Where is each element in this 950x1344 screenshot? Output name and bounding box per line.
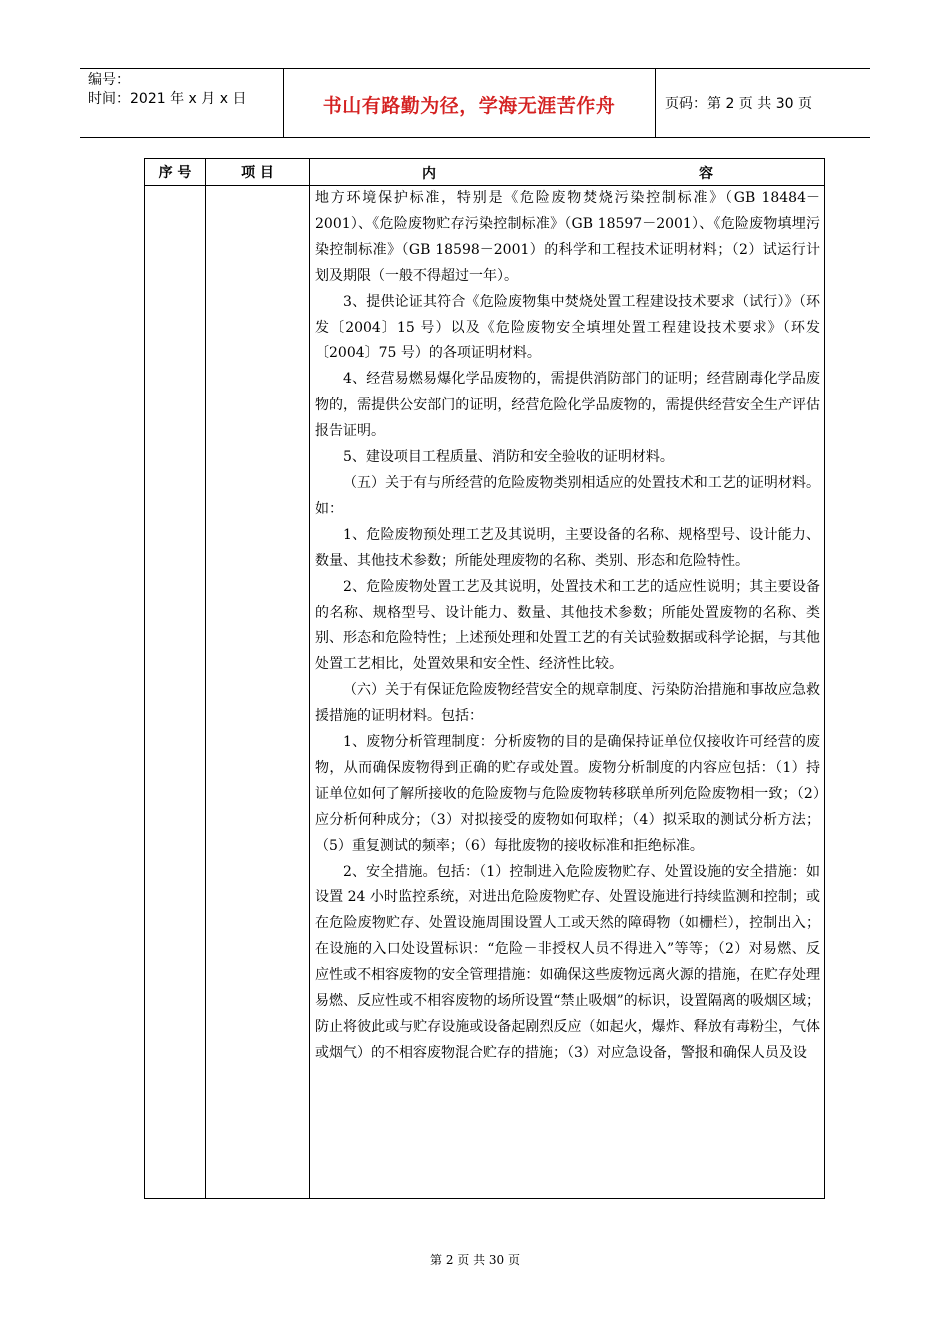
table-header-row <box>145 159 825 186</box>
header-divider <box>655 69 656 137</box>
content-paragraph: 2、危险废物处置工艺及其说明，处置技术和工艺的适应性说明；其主要设备的名称、规格型号、设计能力、数量、其他技术参数；所能处置废物的名称、类别、形态和危险特性；上述预处理和处置工艺的有关试验数据或科学论据，与其他处置工艺相比，处置效果和安全性、经济性比较。 <box>315 578 820 673</box>
page-footer: 第 2 页 共 30 页 <box>430 1253 520 1267</box>
page-header <box>80 68 870 138</box>
header-motto: 书山有路勤为径，学海无涯苦作舟 <box>322 95 616 117</box>
col-header-content-right: 容 <box>699 166 713 182</box>
col-header-content <box>310 159 825 186</box>
content-paragraph: （六）关于有保证危险废物经营安全的规章制度、污染防治措施和事故应急救援措施的证明材料。包括： <box>315 682 820 725</box>
content-paragraph: 地方环境保护标准，特别是《危险废物焚烧污染控制标准》（GB 18484－2001）、《危险废物贮存污染控制标准》（GB 18597－2001）、《危险废物填埋污染控制标准》（GB 18598－2001）的科学和工程技术证明材料；（2）试运行计划及期限（一般不得超过一年）。 <box>315 190 820 284</box>
table-body-row <box>145 186 825 1199</box>
content-body <box>310 186 824 1198</box>
content-paragraph: 1、危险废物预处理工艺及其说明，主要设备的名称、规格型号、设计能力、数量、其他技术参数；所能处理废物的名称、类别、形态和危险特性。 <box>315 526 820 569</box>
header-page-info: 页码：第 2 页 共 30 页 <box>665 96 812 112</box>
time-label: 时间：2021 年 x 月 x 日 <box>88 91 247 107</box>
col-header-serial: 序 号 <box>145 159 206 186</box>
content-paragraph: 5、建设项目工程质量、消防和安全验收的证明材料。 <box>343 449 674 466</box>
content-table <box>144 158 825 1199</box>
content-paragraph: 2、安全措施。包括：（1）控制进入危险废物贮存、处置设施的安全措施：如设置 24 小时监控系统，对进出危险废物贮存、处置设施进行持续监测和控制；或在危险废物贮存、处置设施周围设置人工或天然的障碍物（如栅栏），控制出入；在设施的入口处设置标识：“危险－非授权人员不得进入”等等；（2）对易燃、反应性或不相容废物的安全管理措施：如确保这些废物远离火源的措施，在贮存处理易燃、反应性或不相容废物的场所设置“禁止吸烟”的标识，设置隔离的吸烟区域；防止将彼此或与贮存设施或设备起剧烈反应（如起火，爆炸、释放有毒粉尘，气体或烟气）的不相容废物混合贮存的措施；（3）对应急设备，警报和确保人员及设 <box>315 863 820 1061</box>
item-cell <box>206 186 310 1199</box>
col-header-item: 项 目 <box>206 159 310 186</box>
header-meta <box>88 71 246 109</box>
col-header-content-left: 内 <box>422 166 436 182</box>
content-paragraph: （五）关于有与所经营的危险废物类别相适应的处置技术和工艺的证明材料。如： <box>315 474 820 517</box>
content-cell <box>310 186 825 1199</box>
content-paragraph: 3、提供论证其符合《危险废物集中焚烧处置工程建设技术要求（试行）》（环发〔2004〕15 号）以及《危险废物安全填埋处置工程建设技术要求》（环发〔2004〕75 号）的各项证明材料。 <box>315 293 820 362</box>
content-paragraph: 4、经营易燃易爆化学品废物的，需提供消防部门的证明；经营剧毒化学品废物的，需提供公安部门的证明，经营危险化学品废物的，需提供经营安全生产评估报告证明。 <box>315 371 820 440</box>
serial-cell <box>145 186 206 1199</box>
content-paragraph: 1、废物分析管理制度：分析废物的目的是确保持证单位仅接收许可经营的废物，从而确保废物得到正确的贮存或处置。废物分析制度的内容应包括：（1）持证单位如何了解所接收的危险废物与危险废物转移联单所列危险废物相一致；（2）应分析何种成分；（3）对拟接受的废物如何取样；（4）拟采取的测试分析方法；（5）重复测试的频率；（6）每批废物的接收标准和拒绝标准。 <box>315 734 820 854</box>
serial-label: 编号： <box>88 72 130 88</box>
